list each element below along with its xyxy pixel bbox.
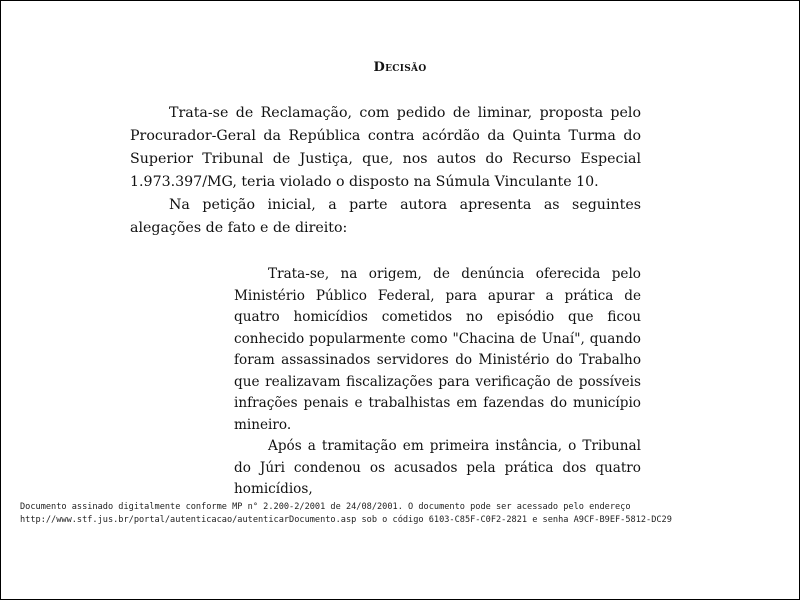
quote-paragraph-2: Após a tramitação em primeira instância, o Tribunal do Júri condenou os acusados pela prática dos quatro homicídios, [234,438,641,497]
body-paragraph-2: Na petição inicial, a parte autora apresenta as seguintes alegações de fato e de direito: [130,197,641,236]
block-quote [234,264,641,501]
signature-footer [20,501,780,527]
body-paragraph-1: Trata-se de Reclamação, com pedido de liminar, proposta pelo Procurador-Geral da República contra acórdão da Quinta Turma do Superior Tribunal de Justiça, que, nos autos do Recurso Especial 1.973.397/MG, teria violado o disposto na Súmula Vinculante 10. [130,105,641,190]
quote-paragraph-1: Trata-se, na origem, de denúncia oferecida pelo Ministério Público Federal, para apurar a prática de quatro homicídios cometidos no episódio que ficou conhecido popularmente como "Chacina de Unaí", quando foram assassinados servidores do Ministério do Trabalho que realizavam fiscalizações para verificação de possíveis infrações penais e trabalhistas em fazendas do município mineiro. [234,266,641,433]
document-title [0,60,800,75]
footer-line-2: http://www.stf.jus.br/portal/autenticacao/autenticarDocumento.asp sob o código 6103-C85F-C0F2-2821 e senha A9CF-B9EF-5812-DC29 [20,515,672,525]
footer-line-1: Documento assinado digitalmente conforme MP n° 2.200-2/2001 de 24/08/2001. O documento pode ser acessado pelo endereço [20,502,631,512]
document-title-text: Decisão [373,60,427,75]
body-text [130,102,641,240]
